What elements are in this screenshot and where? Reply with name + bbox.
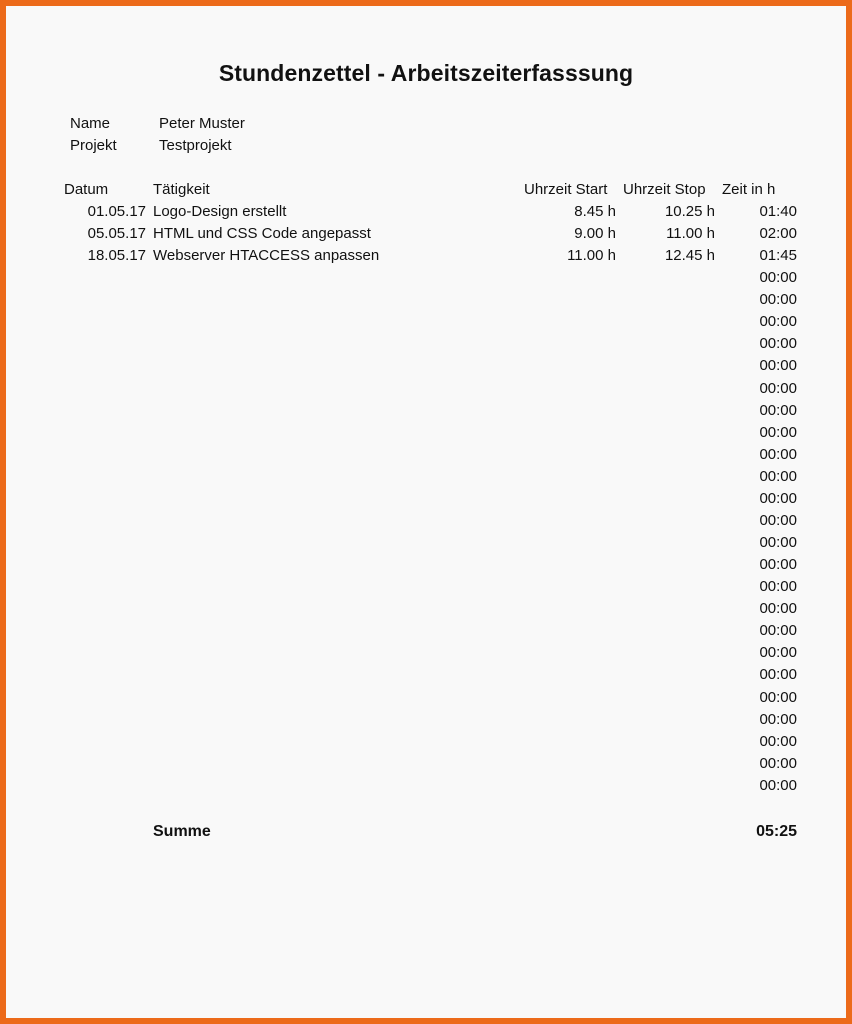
table-row: [0, 622, 852, 644]
table-header: [0, 181, 852, 203]
table-row: [0, 468, 852, 490]
table-row: [0, 402, 852, 424]
header-task: Tätigkeit: [153, 181, 210, 198]
row-duration: 00:00: [759, 556, 797, 574]
table-row: [0, 269, 852, 291]
row-duration: 00:00: [759, 644, 797, 662]
table-row: [0, 291, 852, 313]
row-duration: 00:00: [759, 622, 797, 640]
row-duration: 00:00: [759, 600, 797, 618]
row-task: Logo-Design erstellt: [153, 203, 287, 220]
row-duration: 00:00: [759, 489, 797, 507]
row-duration: 00:00: [759, 710, 797, 728]
row-start: 8.45 h: [574, 203, 616, 220]
row-duration: 00:00: [759, 423, 797, 441]
row-duration: 01:45: [759, 247, 797, 265]
header-start: Uhrzeit Start: [524, 181, 608, 198]
table-row: [0, 600, 852, 622]
row-stop: 11.00 h: [666, 225, 715, 243]
row-task: HTML und CSS Code angepasst: [153, 225, 371, 243]
row-start: 11.00 h: [567, 247, 616, 265]
row-stop: 10.25 h: [664, 203, 715, 220]
row-duration: 00:00: [759, 732, 797, 750]
table-row: [0, 512, 852, 534]
row-duration: 00:00: [759, 335, 797, 353]
row-duration: 01:40: [759, 203, 797, 220]
project-value: Testprojekt: [159, 137, 232, 154]
table-row: [0, 490, 852, 512]
row-duration: 00:00: [759, 534, 797, 552]
row-start: 9.00 h: [574, 225, 616, 243]
row-date: 18.05.17: [87, 247, 146, 265]
row-duration: 00:00: [759, 776, 797, 794]
row-duration: 00:00: [759, 291, 797, 309]
row-duration: 00:00: [759, 445, 797, 463]
row-date: 05.05.17: [87, 225, 146, 243]
header-date: Datum: [64, 181, 109, 198]
table-row: [0, 203, 852, 225]
row-duration: 00:00: [759, 357, 797, 375]
table-row: [0, 666, 852, 688]
table-row: [0, 556, 852, 578]
row-duration: 02:00: [759, 225, 797, 243]
row-duration: 00:00: [759, 511, 797, 529]
table-row: [0, 424, 852, 446]
summary-total: 05:25: [756, 823, 797, 840]
table-row: [0, 644, 852, 666]
row-duration: 00:00: [759, 754, 797, 772]
project-label: Projekt: [70, 137, 117, 154]
table-row: [0, 777, 852, 799]
table-row: [0, 755, 852, 777]
table-row: [0, 313, 852, 335]
header-stop: Uhrzeit Stop: [623, 181, 706, 198]
table-row: [0, 534, 852, 556]
row-duration: 00:00: [759, 379, 797, 397]
table-row: [0, 446, 852, 468]
row-stop: 12.45 h: [664, 247, 715, 265]
name-value: Peter Muster: [159, 115, 245, 132]
header-duration: Zeit in h: [722, 181, 776, 198]
page-title: Stundenzettel - Arbeitszeiterfasssung: [218, 60, 634, 86]
table-row: [0, 247, 852, 269]
summary-row: [0, 823, 852, 845]
table-row: [0, 335, 852, 357]
table-row: [0, 711, 852, 733]
row-date: 01.05.17: [87, 203, 146, 220]
table-row: [0, 689, 852, 711]
row-duration: 00:00: [759, 666, 797, 684]
row-task: Webserver HTACCESS anpassen: [153, 247, 380, 265]
row-duration: 00:00: [759, 688, 797, 706]
summary-label: Summe: [153, 823, 211, 840]
row-duration: 00:00: [759, 313, 797, 331]
row-duration: 00:00: [759, 269, 797, 287]
table-row: [0, 225, 852, 247]
table-row: [0, 357, 852, 379]
table-row: [0, 380, 852, 402]
row-duration: 00:00: [759, 578, 797, 596]
name-label: Name: [70, 115, 111, 132]
row-duration: 00:00: [759, 401, 797, 419]
table-row: [0, 733, 852, 755]
table-row: [0, 578, 852, 600]
row-duration: 00:00: [759, 467, 797, 485]
